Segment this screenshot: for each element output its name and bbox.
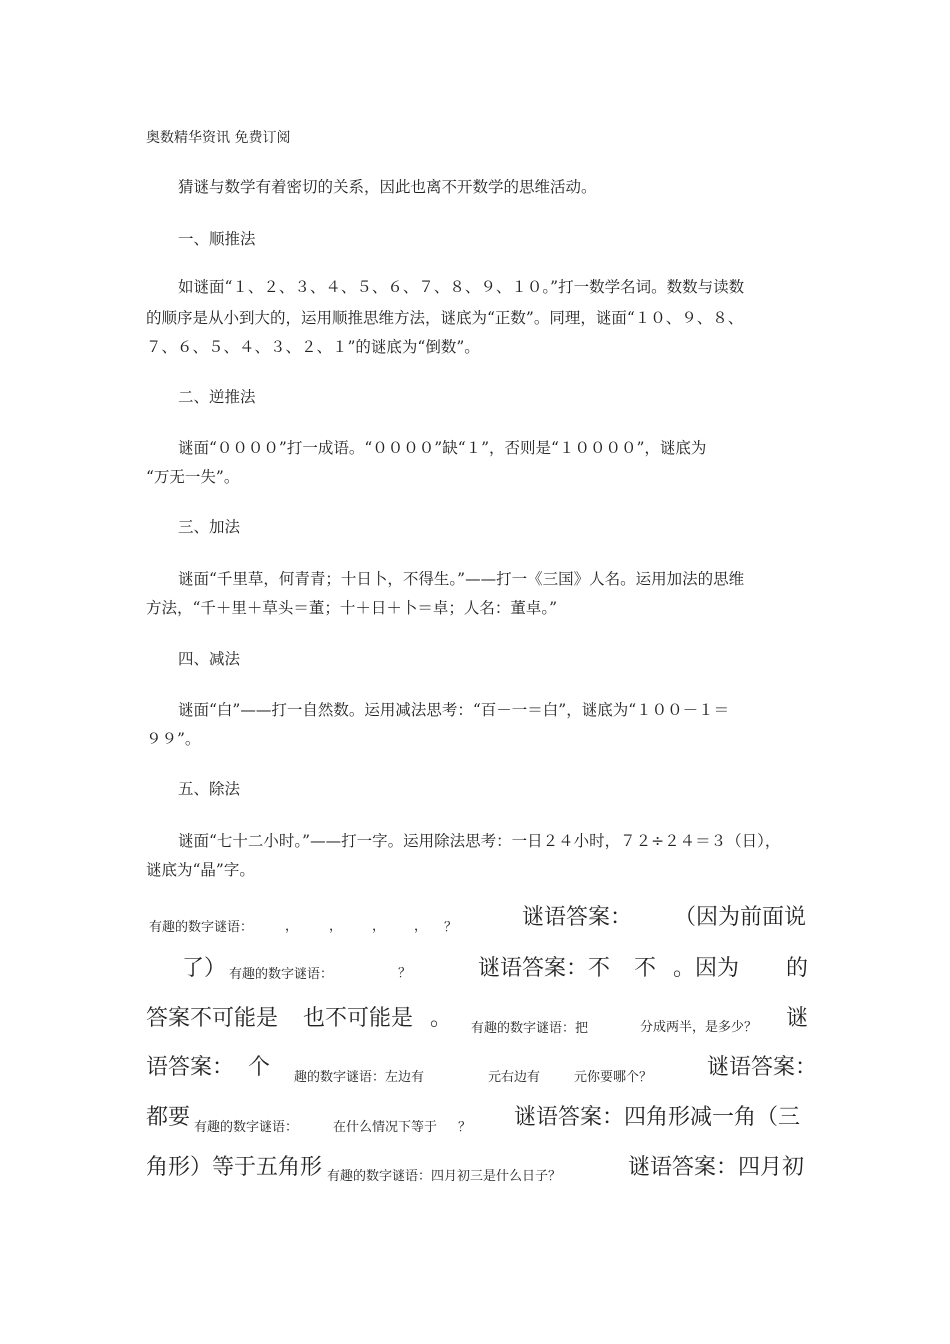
riddle-answer: 。因为 — [673, 956, 740, 981]
riddle-answer: 谜语答案：四月初 — [628, 1155, 805, 1180]
paragraph-line: 谜底为“晶”字。 — [146, 861, 255, 879]
paragraph-line: 谜面“００００”打一成语。“００００”缺“１”，否则是“１００００”，谜底为 — [178, 439, 707, 457]
riddle-answer: 角形）等于五角形 — [146, 1155, 323, 1180]
paragraph-line: “万无一失”。 — [146, 468, 240, 486]
riddle-answer: 了） — [182, 956, 227, 981]
riddle-answer: 的 — [786, 956, 809, 981]
riddle-question: 在什么情况下等于 — [333, 1120, 438, 1135]
paragraph-line: 谜面“千里草，何青青；十日卜，不得生。”——打一《三国》人名。运用加法的思维 — [178, 570, 745, 588]
riddle-question: 有趣的数字谜语：四月初三是什么日子？ — [327, 1169, 562, 1184]
riddle-answer: 语答案： — [146, 1055, 235, 1080]
riddle-answer: 谜语答案： — [707, 1055, 818, 1080]
riddle-mark: ？ — [398, 966, 412, 981]
riddle-question: 有趣的数字谜语： — [229, 967, 334, 982]
riddle-mark: ？ — [458, 1120, 472, 1135]
section-heading: 二、逆推法 — [178, 388, 256, 406]
riddle-answer: 谜 — [786, 1006, 809, 1031]
riddle-answer: 谜语答案：不 — [478, 956, 611, 981]
riddle-answer: 也不可能是 — [303, 1006, 414, 1031]
riddle-answer: （因为前面说 — [674, 905, 807, 930]
paragraph-line: 谜面“白”——打一自然数。运用减法思考：“百－一＝白”，谜底为“１００－１＝ — [178, 701, 730, 719]
riddle-question: 有趣的数字谜语：把 — [471, 1021, 589, 1036]
riddle-mark: ， — [329, 919, 343, 934]
riddle-mark: ？ — [444, 920, 458, 935]
paragraph-line: 方法，“千＋里＋草头＝董；十＋日＋卜＝卓；人名：董卓。” — [146, 599, 558, 617]
riddle-mark: ， — [414, 919, 428, 934]
section-heading: 四、减法 — [178, 650, 241, 668]
riddle-question: 元右边有 — [488, 1070, 541, 1085]
intro-paragraph: 猜谜与数学有着密切的关系，因此也离不开数学的思维活动。 — [178, 178, 597, 196]
riddle-question: 有趣的数字谜语： — [149, 920, 254, 935]
paragraph-line: 的顺序是从小到大的，运用顺推思维方法，谜底为“正数”。同理，谜面“１０、９、８、 — [146, 309, 744, 327]
riddle-answer: 谜语答案：四角形减一角（三 — [514, 1105, 801, 1130]
riddle-answer: 。 — [430, 1006, 453, 1031]
paragraph-line: 谜面“七十二小时。”——打一字。运用除法思考：一日２４小时，７２÷２４＝３（日）， — [178, 832, 781, 850]
riddle-mark: ， — [372, 919, 386, 934]
paragraph-line: ９９”。 — [146, 730, 201, 748]
riddle-answer: 不 — [634, 956, 657, 981]
paragraph-line: ７、６、５、４、３、２、１”的谜底为“倒数”。 — [146, 338, 480, 356]
riddle-question: 有趣的数字谜语： — [194, 1120, 299, 1135]
section-heading: 五、除法 — [178, 780, 241, 798]
riddle-answer: 个 — [248, 1055, 271, 1080]
header-text: 奥数精华资讯 免费订阅 — [146, 130, 291, 146]
riddle-mark: ， — [285, 919, 299, 934]
paragraph-line: 如谜面“１、２、３、４、５、６、７、８、９、１０。”打一数学名词。数数与读数 — [178, 278, 745, 296]
riddle-answer: 谜语答案： — [522, 905, 633, 930]
riddle-question: 分成两半，是多少？ — [640, 1020, 758, 1035]
section-heading: 三、加法 — [178, 518, 241, 536]
riddle-answer: 都要 — [146, 1105, 191, 1130]
section-heading: 一、顺推法 — [178, 230, 256, 248]
riddle-answer: 答案不可能是 — [146, 1006, 279, 1031]
riddle-question: 趣的数字谜语：左边有 — [294, 1070, 425, 1085]
riddle-question: 元你要哪个？ — [574, 1070, 653, 1085]
